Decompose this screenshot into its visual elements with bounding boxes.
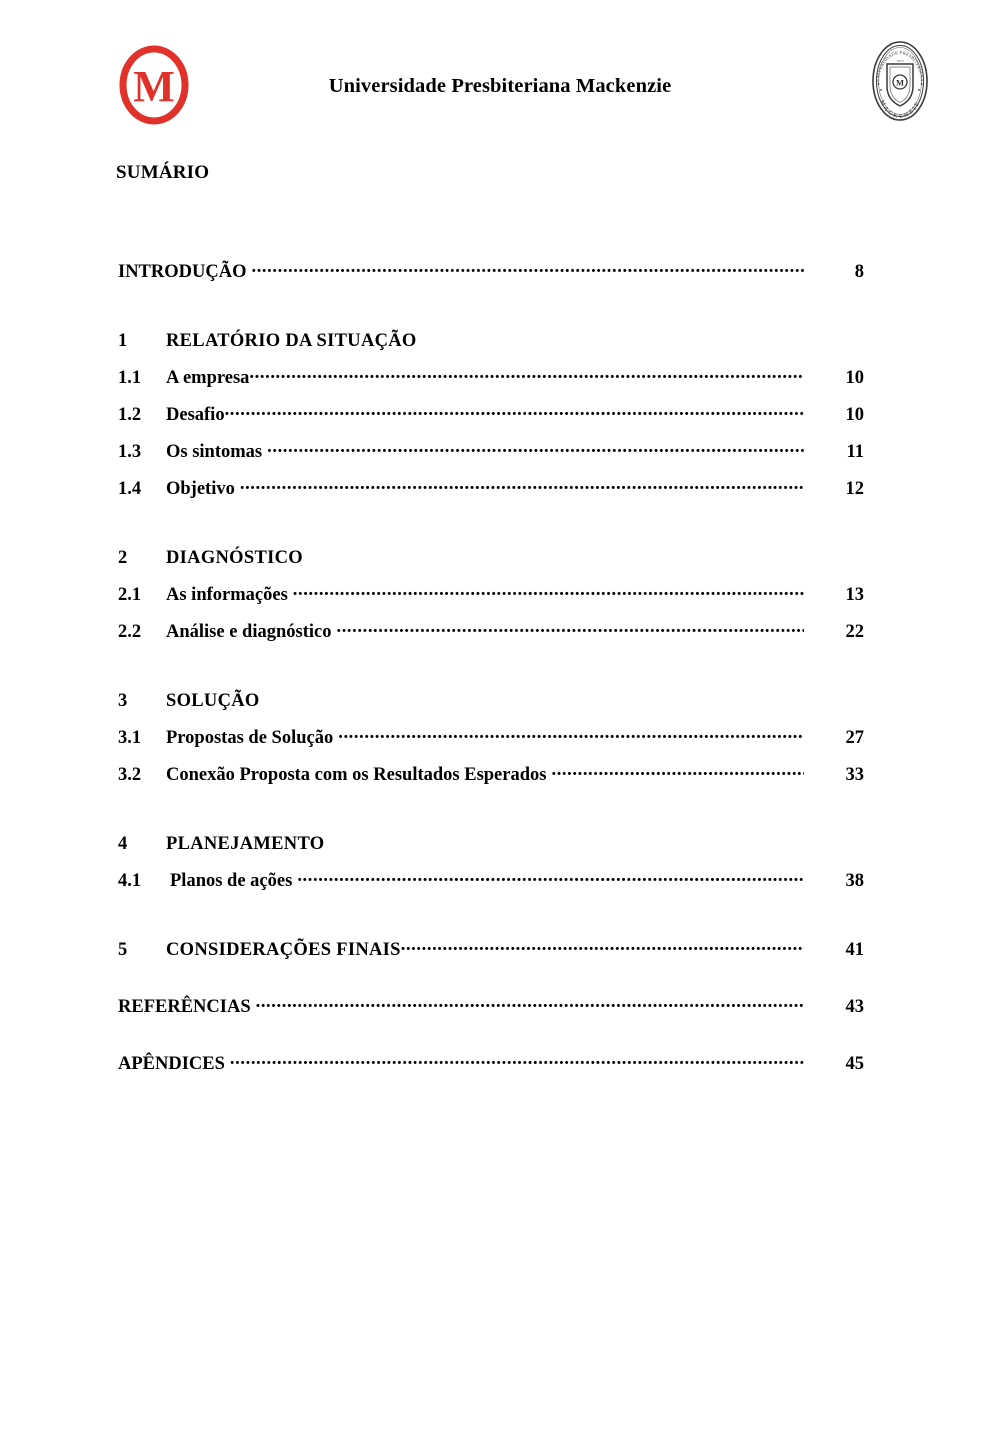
toc-title: RELATÓRIO DA SITUAÇÃO (166, 330, 417, 351)
toc-title: INTRODUÇÃO (118, 261, 247, 282)
svg-text:M: M (133, 62, 175, 111)
spacer (0, 1014, 1000, 1050)
toc-title: Os sintomas (166, 441, 263, 462)
toc-number: 2 (118, 547, 128, 568)
toc-dot-leader (240, 475, 804, 494)
toc-page-number: 45 (845, 1053, 864, 1074)
spacer (0, 279, 1000, 327)
toc-number: 1.1 (118, 367, 142, 388)
svg-text:1870: 1870 (896, 59, 904, 63)
toc-page-number: 13 (845, 584, 864, 605)
toc-entry-as-informacoes[interactable] (118, 581, 864, 605)
toc-page-number: 10 (845, 367, 864, 388)
toc-title: A empresa (166, 367, 250, 388)
toc-number: 4 (118, 833, 128, 854)
toc-entry-desafio[interactable] (118, 401, 864, 425)
spacer (0, 348, 1000, 364)
toc-title: Planos de ações (170, 870, 293, 891)
toc-dot-leader (225, 401, 804, 420)
toc-page-number: 8 (854, 261, 864, 282)
toc-entry-apendices[interactable] (118, 1050, 864, 1074)
spacer (0, 639, 1000, 687)
toc-entry-referencias[interactable] (118, 993, 864, 1017)
toc-dot-leader (251, 258, 804, 277)
toc-number: 3.2 (118, 764, 142, 785)
toc-number: 1.2 (118, 404, 142, 425)
svg-text:M: M (895, 77, 905, 88)
toc-page-number: 10 (845, 404, 864, 425)
toc-entry-solucao[interactable] (118, 687, 864, 711)
institution-title: Universidade Presbiteriana Mackenzie (328, 75, 672, 97)
toc-entry-introducao[interactable] (118, 258, 864, 282)
toc-number: 1.3 (118, 441, 142, 462)
svg-text:MACKENZIE: MACKENZIE (878, 99, 922, 121)
toc-dot-leader (551, 761, 804, 780)
toc-dot-leader (336, 618, 804, 637)
toc-entry-conexao-proposta[interactable] (118, 761, 864, 785)
spacer (0, 708, 1000, 724)
spacer (0, 851, 1000, 867)
toc-dot-leader (249, 364, 804, 383)
toc-title: PLANEJAMENTO (166, 833, 325, 854)
toc-title: CONSIDERAÇÕES FINAIS (166, 939, 401, 960)
toc-page-number: 41 (845, 939, 864, 960)
toc-page-number: 12 (845, 478, 864, 499)
toc-title: APÊNDICES (118, 1053, 225, 1074)
toc-entry-consideracoes-finais[interactable] (118, 936, 864, 960)
toc-title: As informações (166, 584, 288, 605)
toc-dot-leader (293, 581, 804, 600)
toc-entry-analise-e-diagnostico[interactable] (118, 618, 864, 642)
toc-entry-os-sintomas[interactable] (118, 438, 864, 462)
toc-title: Análise e diagnóstico (166, 621, 332, 642)
toc-page-number: 38 (845, 870, 864, 891)
toc-number: 2.2 (118, 621, 142, 642)
toc-entry-propostas-de-solucao[interactable] (118, 724, 864, 748)
toc-entry-objetivo[interactable] (118, 475, 864, 499)
spacer (0, 782, 1000, 830)
spacer (0, 565, 1000, 581)
toc-page-number: 43 (845, 996, 864, 1017)
toc-number: 2.1 (118, 584, 142, 605)
toc-page-number: 33 (845, 764, 864, 785)
toc-number: 5 (118, 939, 128, 960)
toc-entry-relatorio-da-situacao[interactable] (118, 327, 864, 351)
toc-dot-leader (256, 993, 804, 1012)
page-header (0, 0, 1000, 150)
toc-title: Conexão Proposta com os Resultados Esperados (166, 764, 547, 785)
toc-page-number: 11 (846, 441, 864, 462)
toc-dot-leader (230, 1050, 804, 1069)
toc-title: REFERÊNCIAS (118, 996, 251, 1017)
toc-entry-planos-de-acoes[interactable] (118, 867, 864, 891)
toc-dot-leader (338, 724, 804, 743)
toc-dot-leader (267, 438, 804, 457)
page-title: SUMÁRIO (116, 162, 210, 183)
toc-number: 3.1 (118, 727, 142, 748)
toc-title: DIAGNÓSTICO (166, 547, 303, 568)
toc-dot-leader (297, 867, 804, 886)
toc-number: 4.1 (118, 870, 142, 891)
spacer (0, 957, 1000, 993)
toc-number: 3 (118, 690, 128, 711)
spacer (0, 496, 1000, 544)
toc-entry-diagnostico[interactable] (118, 544, 864, 568)
toc-title: Propostas de Solução (166, 727, 334, 748)
toc-dot-leader (401, 936, 804, 955)
toc-entry-a-empresa[interactable] (118, 364, 864, 388)
toc-title: Objetivo (166, 478, 235, 499)
toc-page-number: 27 (845, 727, 864, 748)
toc-entry-planejamento[interactable] (118, 830, 864, 854)
toc-number: 1 (118, 330, 128, 351)
spacer (0, 888, 1000, 936)
toc-title: SOLUÇÃO (166, 690, 260, 711)
toc-number: 1.4 (118, 478, 142, 499)
svg-text:UNIVERSIDADE PRESBITERIANA: UNIVERSIDADE PRESBITERIANA (875, 49, 925, 82)
toc-page-number: 22 (845, 621, 864, 642)
university-seal-icon (869, 38, 931, 124)
toc-title: Desafio (166, 404, 225, 425)
table-of-contents (0, 258, 1000, 1074)
